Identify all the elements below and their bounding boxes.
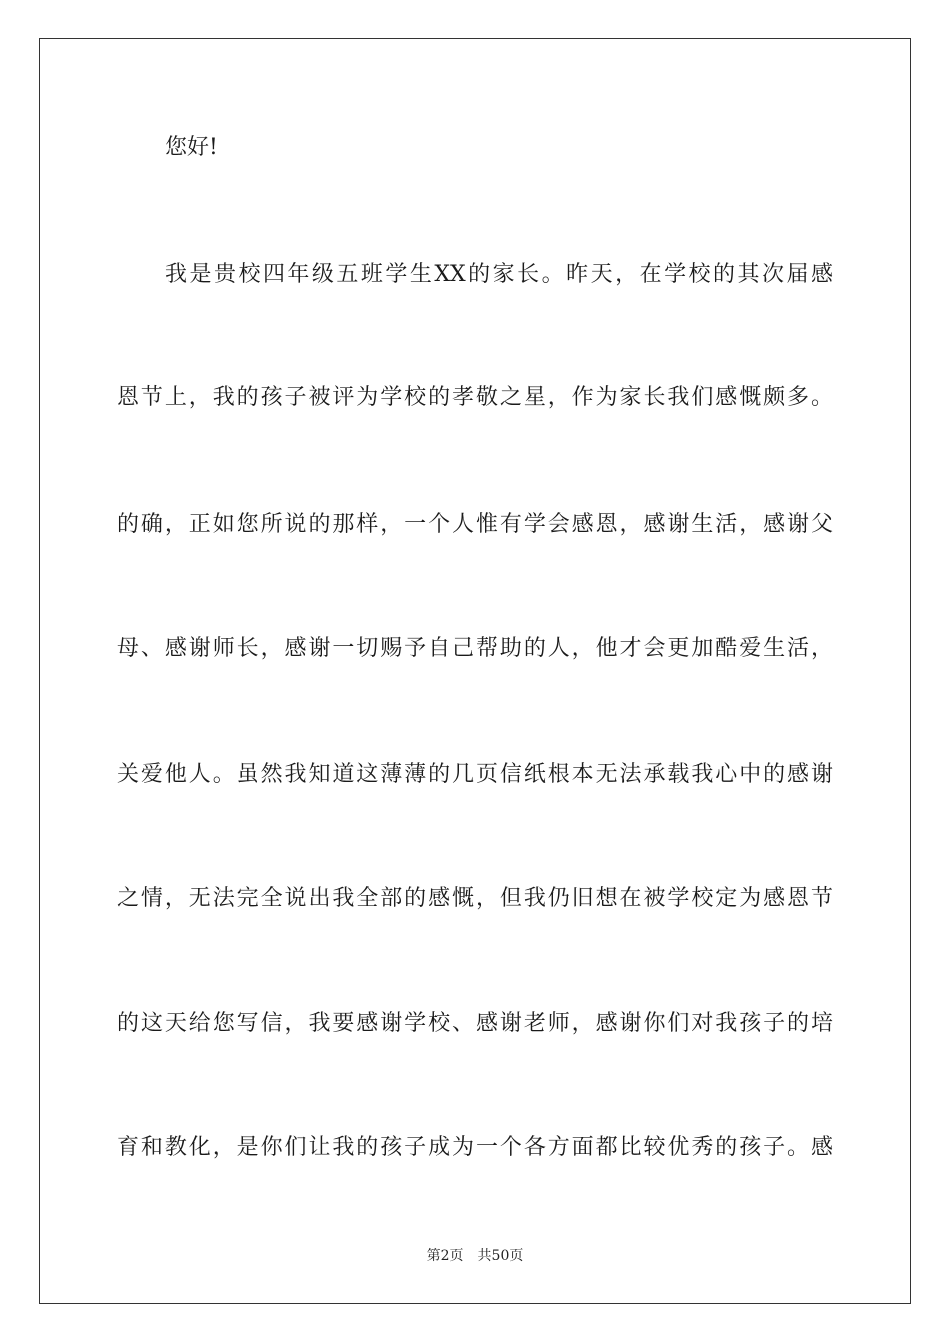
paragraph-line-3: 的确，正如您所说的那样，一个人惟有学会感恩，感谢生活，感谢父 [117,512,833,537]
page-total: 共50页 [477,1248,524,1264]
paragraph-line-8: 育和教化，是你们让我的孩子成为一个各方面都比较优秀的孩子。感 [117,1135,833,1160]
paragraph-line-1: 我是贵校四年级五班学生XX的家长。昨天，在学校的其次届感 [165,262,833,287]
paragraph-line-2: 恩节上，我的孩子被评为学校的孝敬之星，作为家长我们感慨颇多。 [117,385,833,410]
paragraph-line-6: 之情，无法完全说出我全部的感慨，但我仍旧想在被学校定为感恩节 [117,886,833,911]
page-footer [0,1246,950,1266]
page-number: 第2页 [426,1248,464,1264]
paragraph-line-7: 的这天给您写信，我要感谢学校、感谢老师，感谢你们对我孩子的培 [117,1011,833,1036]
paragraph-line-4: 母、感谢师长，感谢一切赐予自己帮助的人，他才会更加酷爱生活， [117,636,833,661]
paragraph-line-5: 关爱他人。虽然我知道这薄薄的几页信纸根本无法承载我心中的感谢 [117,762,833,787]
page-border [39,38,911,1304]
greeting: 您好! [165,135,218,160]
